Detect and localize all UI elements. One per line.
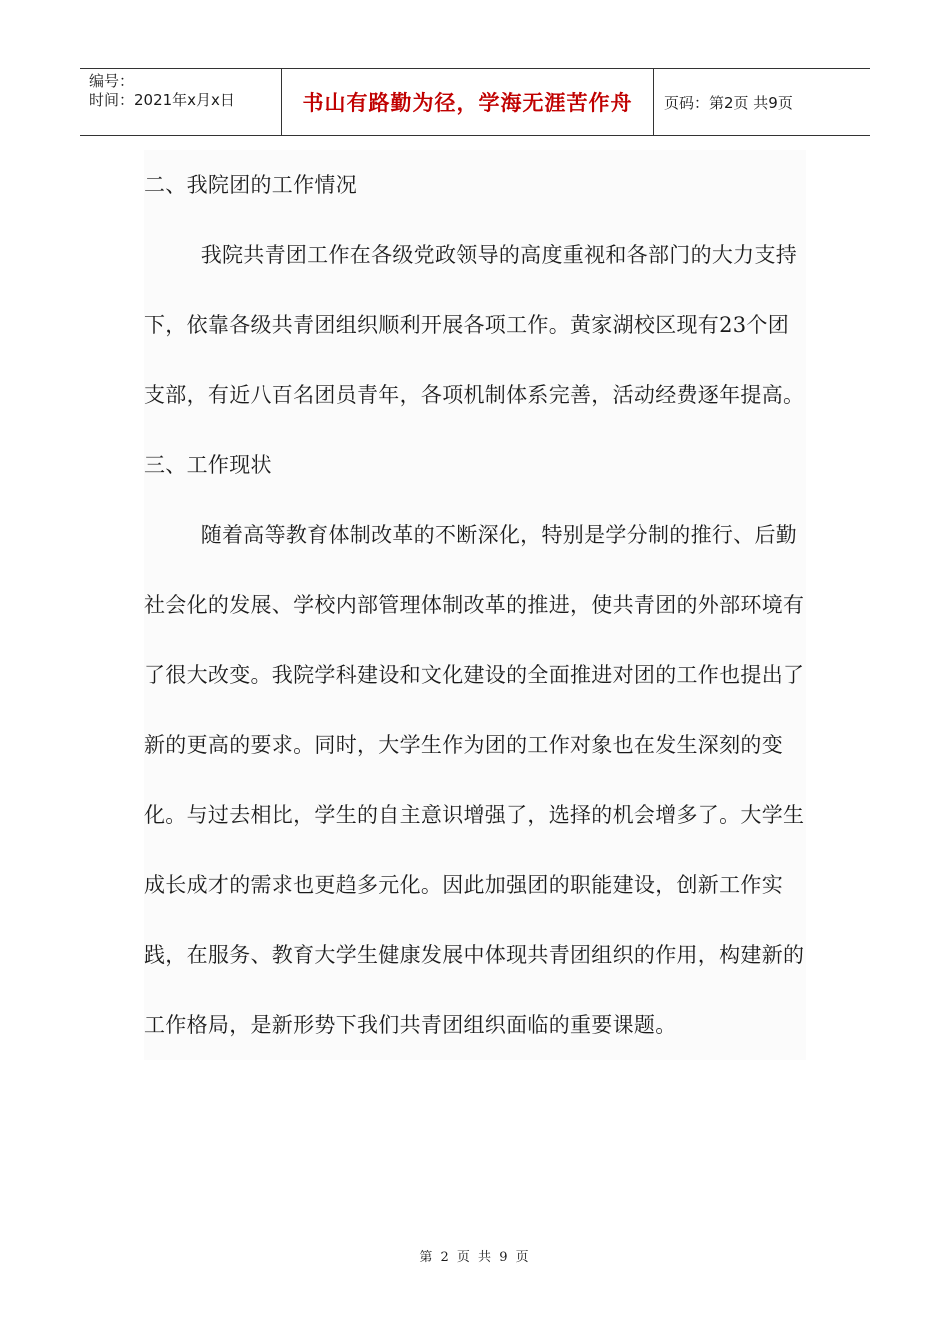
header-motto-cell — [282, 69, 654, 135]
body-paragraph: 我院共青团工作在各级党政领导的高度重视和各部门的大力支持下，依靠各级共青团组织顺利开展各项工作。黄家湖校区现有23个团支部，有近八百名团员青年，各项机制体系完善，活动经费逐年提高。 — [144, 243, 805, 407]
body-paragraph: 随着高等教育体制改革的不断深化，特别是学分制的推行、后勤社会化的发展、学校内部管理体制改革的推进，使共青团的外部环境有了很大改变。我院学科建设和文化建设的全面推进对团的工作也提出了新的更高的要求。同时，大学生作为团的工作对象也在发生深刻的变化。与过去相比，学生的自主意识增强了，选择的机会增多了。大学生成长成才的需求也更趋多元化。因此加强团的职能建设，创新工作实践，在服务、教育大学生健康发展中体现共青团组织的作用，构建新的工作格局，是新形势下我们共青团组织面临的重要课题。 — [144, 523, 805, 1037]
section-heading: 二、我院团的工作情况 — [144, 173, 357, 197]
number-label: 编号： — [89, 72, 135, 90]
document-header — [80, 68, 870, 136]
header-meta-cell — [80, 69, 282, 135]
time-label: 时间：2021年x月x日 — [89, 91, 235, 109]
section-heading: 三、工作现状 — [144, 453, 272, 477]
document-body — [144, 150, 806, 1060]
header-page-cell — [654, 69, 870, 135]
motto-text: 书山有路勤为径，学海无涯苦作舟 — [302, 91, 633, 115]
page-info: 页码：第2页 共9页 — [664, 93, 793, 112]
page-footer: 第 2 页 共 9 页 — [419, 1250, 531, 1265]
